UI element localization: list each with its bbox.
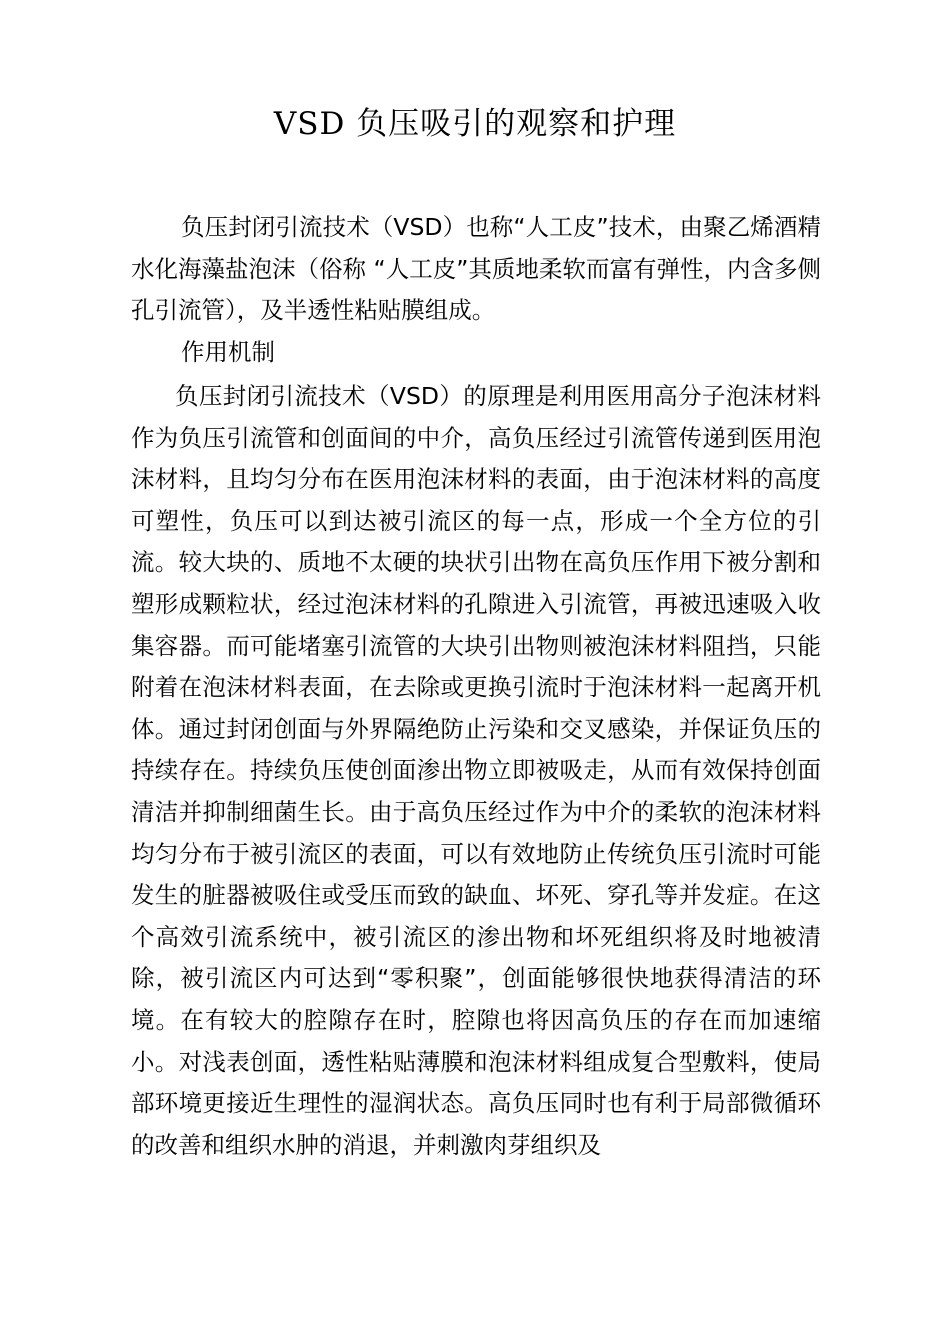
mechanism-paragraph: 负压封闭引流技术（VSD）的原理是利用医用高分子泡沫材料作为负压引流管和创面间的中介，高负压经过引流管传递到医用泡沫材料，且均匀分布在医用泡沫材料的表面，由于泡沫材料的高度可塑性，负压可以到达被引流区的每一点，形成一个全方位的引流。较大块的、质地不太硬的块状引出物在高负压作用下被分割和塑形成颗粒状，经过泡沫材料的孔隙进入引流管，再被迅速吸入收集容器。而可能堵塞引流管的大块引出物则被泡沫材料阻挡，只能附着在泡沫材料表面，在去除或更换引流时于泡沫材料一起离开机体。通过封闭创面与外界隔绝防止污染和交叉感染，并保证负压的持续存在。持续负压使创面渗出物立即被吸走，从而有效保持创面清洁并抑制细菌生长。由于高负压经过作为中介的柔软的泡沫材料均匀分布于被引流区的表面，可以有效地防止传统负压引流时可能发生的脏器被吸住或受压而致的缺血、坏死、穿孔等并发症。在这个高效引流系统中，被引流区的渗出物和坏死组织将及时地被清除，被引流区内可达到“零积聚”，创面能够很快地获得清洁的环境。在有较大的腔隙存在时，腔隙也将因高负压的存在而加速缩小。对浅表创面，透性粘贴薄膜和泡沫材料组成复合型敷料，使局部环境更接近生理性的湿润状态。高负压同时也有利于局部微循环的改善和组织水肿的消退，并刺激肉芽组织及 — [131, 382, 821, 1159]
document-title: VSD 负压吸引的观察和护理 — [273, 106, 677, 142]
intro-paragraph: 负压封闭引流技术（VSD）也称“人工皮”技术，由聚乙烯酒精水化海藻盐泡沫（俗称 “人工皮”其质地柔软而富有弹性，内含多侧孔引流管），及半透性粘贴膜组成。 — [131, 213, 821, 325]
section-heading: 作用机制 — [181, 338, 275, 366]
